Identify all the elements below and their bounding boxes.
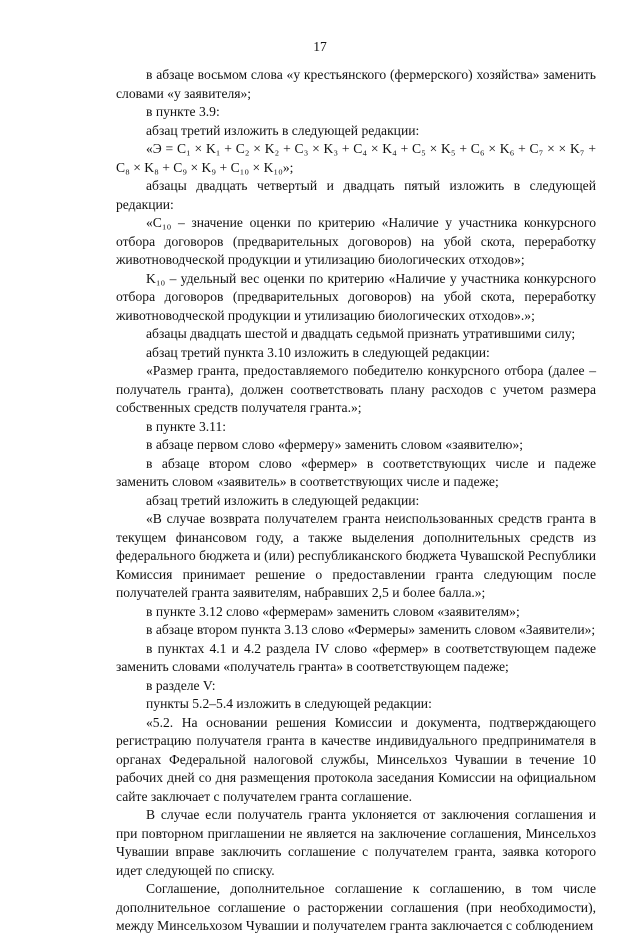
paragraph: в абзаце первом слово «фермеру» заменить словом «заявителю»; (146, 437, 524, 452)
paragraph: абзац третий изложить в следующей редакции: (146, 122, 420, 138)
paragraph: в пункте 3.12 слово «фермерам» заменить словом «заявителям»; (146, 603, 520, 619)
paragraph: «5.2. На основании решения Комиссии и документа, подтверждающего регистрацию получателя гранта в качестве индивидуального предпринимателя в органах Федеральной налоговой службы, Минсельхоз Чувашии в течение 10 рабочих дней со дня размещения протокола заседания Комиссии на официальном сайте заключает с получателем гранта соглашение. (116, 714, 596, 804)
paragraph: в абзаце втором слово «фермер» в соответствующих числе и падеже заменить словом «заявитель» в соответствующих числе и падеже; (116, 455, 596, 489)
paragraph: пункты 5.2–5.4 изложить в следующей редакции: (146, 696, 432, 711)
paragraph: абзацы двадцать четвертый и двадцать пятый изложить в следующей редакции: (116, 178, 596, 212)
paragraph: в пункте 3.9: (146, 104, 220, 119)
paragraph: абзац третий изложить в следующей редакции: (146, 492, 420, 508)
paragraph: абзацы двадцать шестой и двадцать седьмой признать утратившими силу; (146, 326, 576, 341)
document-body (116, 66, 596, 936)
paragraph: «В случае возврата получателем гранта неиспользованных средств гранта в текущем финансовом году, а также выделения дополнительных средств из федерального бюджета и (или) республиканского бюджета Чувашской Республики Комиссия принимает решение о предоставлении гранта следующим после получателей гранта заявителям, набравших 2,5 и более балла.»; (116, 511, 596, 600)
paragraph: в абзаце восьмом слова «у крестьянского (фермерского) хозяйства» заменить словами «у заявителя»; (116, 67, 596, 101)
paragraph: Соглашение, дополнительное соглашение к соглашению, в том числе дополнительное соглашение о расторжении соглашения (при необходимости), между Минсельхозом Чувашии и получателем гранта заключается с соблюдением (116, 881, 596, 933)
paragraph: абзац третий пункта 3.10 изложить в следующей редакции: (146, 344, 490, 360)
paragraph: в пунктах 4.1 и 4.2 раздела IV слово «фермер» в соответствующем падеже заменить словами «получатель гранта» в соответствующем падеже; (116, 640, 596, 674)
paragraph: «C₁₀ – значение оценки по критерию «Наличие у участника конкурсного отбора договоров (предварительных договоров) на убой скота, переработку животноводческой продукции и утилизацию биологических отходов»; (116, 215, 596, 267)
paragraph: K₁₀ – удельный вес оценки по критерию «Наличие у участника конкурсного отбора договоров (предварительных договоров) на убой скота, переработку животноводческой продукции и утилизацию биологических отходов».»; (116, 270, 596, 323)
paragraph: в абзаце втором пункта 3.13 слово «Фермеры» заменить словом «Заявители»; (146, 622, 596, 637)
paragraph: «Размер гранта, предоставляемого победителю конкурсного отбора (далее – получатель гранта), должен соответствовать плану расходов с учетом размера собственных средств получателя гранта.»; (116, 363, 596, 415)
paragraph: в разделе V: (146, 677, 216, 693)
paragraph: в пункте 3.11: (146, 418, 227, 434)
paragraph: В случае если получатель гранта уклоняется от заключения соглашения и при повторном приглашении не является на заключение соглашения, Минсельхоз Чувашии вправе заключить соглашение с получателем гранта, заявка которого идет следующей по списку. (116, 807, 596, 878)
page-number: 17 (313, 39, 327, 54)
formula-paragraph: «Э = C₁ × K₁ + C₂ × K₂ + C₃ × K₃ + C₄ × K₄ + C₅ × K₅ + C₆ × K₆ + C₇ × × K₇ + C₈ × K₈ + C₉ × K₉ + C₁₀ × K₁₀»; (116, 141, 596, 175)
